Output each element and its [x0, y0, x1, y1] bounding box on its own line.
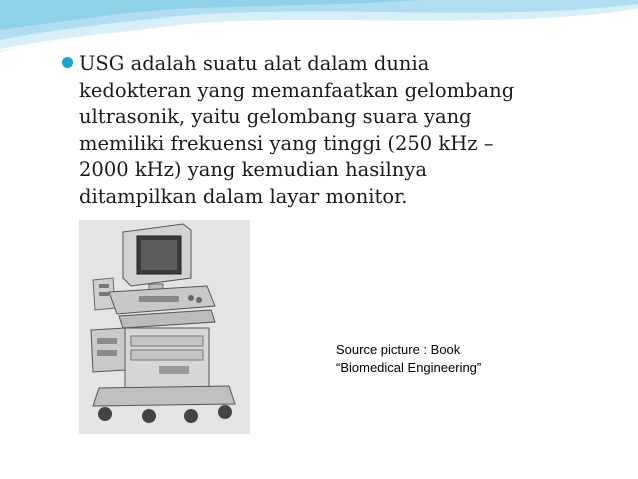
caption-line-2: “Biomedical Engineering”	[336, 360, 482, 375]
caption-line-1: Source picture : Book	[336, 342, 461, 357]
ultrasound-machine-illustration	[79, 220, 250, 434]
bullet-dot-icon	[62, 57, 73, 68]
ultrasound-machine-image	[79, 220, 250, 434]
bullet-text: USG adalah suatu alat dalam dunia kedokteran yang memanfaatkan gelombang ultrasonik, yaitu gelombang suara yang memiliki frekuensi yang tinggi (250 kHz – 2000 kHz) yang kemudian hasilnya ditampilkan dalam layar monitor.	[79, 52, 515, 208]
source-caption	[336, 341, 536, 377]
bullet-item	[62, 51, 532, 211]
